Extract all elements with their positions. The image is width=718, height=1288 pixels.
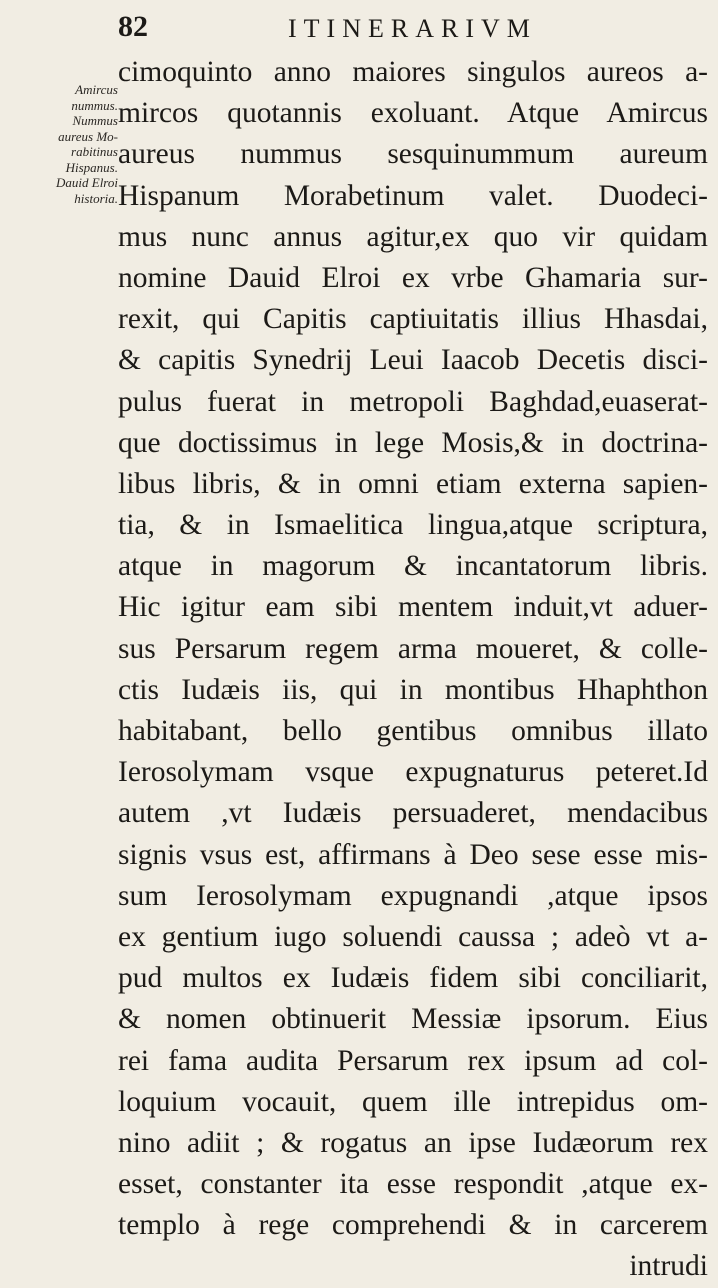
margin-note: Nummus [72, 113, 118, 128]
running-title: ITINERARIVM [288, 14, 537, 43]
text-line: Ierosolymam vsque expugnaturus peteret.Id [118, 756, 708, 789]
text-line: libus libris, & in omni etiam externa sapien- [118, 467, 708, 500]
text-line: ctis Iudæis iis, qui in montibus Hhaphthon [118, 673, 708, 706]
text-line: nino adiit ; & rogatus an ipse Iudæorum rex [118, 1126, 708, 1159]
text-line: & nomen obtinuerit Messiæ ipsorum. Eius [118, 1003, 708, 1036]
text-line: rei fama audita Persarum rex ipsum ad col- [118, 1044, 708, 1077]
main-text-block [118, 52, 708, 1288]
text-line: pud multos ex Iudæis fidem sibi conciliarit, [118, 962, 708, 995]
text-line: ex gentium iugo soluendi caussa ; adeò vt a- [118, 920, 708, 953]
margin-note: rabitinus [71, 144, 118, 159]
text-line: mus nunc annus agitur,ex quo vir quidam [118, 220, 708, 253]
margin-note: nummus. [71, 97, 118, 113]
margin-note: Hispanus. [65, 159, 118, 175]
text-line: & capitis Synedrij Leui Iaacob Decetis disci- [118, 344, 708, 377]
text-line: signis vsus est, affirmans à Deo sese esse mis- [118, 838, 708, 871]
page-header [118, 10, 708, 50]
text-line: tia, & in Ismaelitica lingua,atque scriptura, [118, 509, 708, 542]
text-line: Hispanum Morabetinum valet. Duodeci- [118, 179, 708, 212]
text-line: cimoquinto anno maiores singulos aureos a- [118, 56, 708, 88]
text-line: loquium vocauit, quem ille intrepidus om- [118, 1085, 708, 1118]
text-line: atque in magorum & incantatorum libris. [118, 550, 708, 583]
text-line: aureus nummus sesquinummum aureum [118, 138, 708, 171]
text-line: sus Persarum regem arma moueret, & colle- [118, 632, 708, 665]
text-line: rexit, qui Capitis captiuitatis illius Hhasdai, [118, 303, 708, 336]
text-line: templo à rege comprehendi & in carcerem [118, 1209, 708, 1242]
text-line: habitabant, bello gentibus omnibus illato [118, 715, 708, 747]
margin-note: Dauid Elroi [56, 175, 118, 190]
text-line: autem ,vt Iudæis persuaderet, mendacibus [118, 797, 708, 830]
page-number: 82 [118, 10, 148, 43]
text-line: que doctissimus in lege Mosis,& in doctrina- [118, 426, 708, 459]
margin-note: aureus Mo- [58, 128, 118, 144]
marginal-notes [2, 82, 118, 206]
text-line: sum Ierosolymam expugnandi ,atque ipsos [118, 879, 708, 912]
catchword: intrudi [629, 1250, 708, 1283]
text-line: nomine Dauid Elroi ex vrbe Ghamaria sur- [118, 261, 708, 294]
text-line: esset, constanter ita esse respondit ,atque ex- [118, 1168, 708, 1201]
margin-note: Amircus [75, 82, 118, 97]
text-line: Hic igitur eam sibi mentem induit,vt aduer- [118, 591, 708, 624]
text-line: mircos quotannis exoluant. Atque Amircus [118, 97, 708, 130]
margin-note: historia. [74, 190, 118, 206]
text-line: pulus fuerat in metropoli Baghdad,euaserat- [118, 385, 708, 418]
